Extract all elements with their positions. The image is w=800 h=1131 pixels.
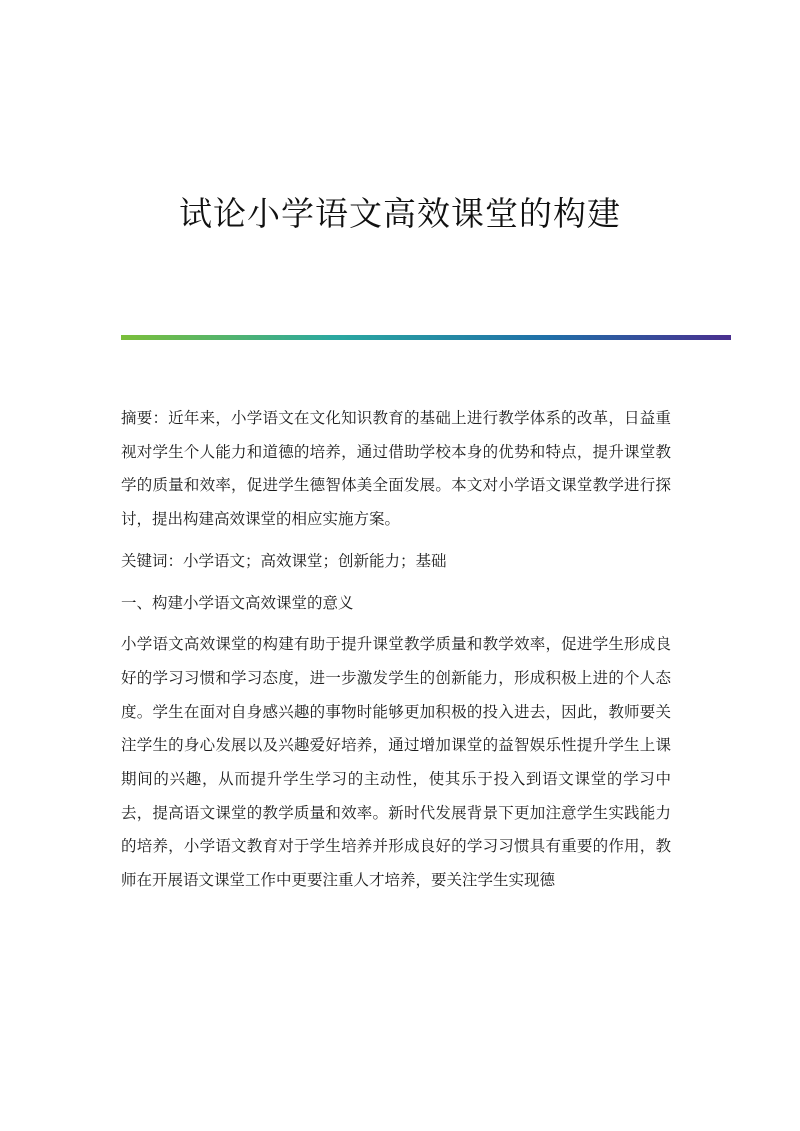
abstract-paragraph: 摘要：近年来，小学语文在文化知识教育的基础上进行教学体系的改革，日益重视对学生个人能力和道德的培养，通过借助学校本身的优势和特点，提升课堂教学的质量和效率，促进学生德智体美全面发展。本文对小学语文课堂教学进行探讨，提出构建高效课堂的相应实施方案。 <box>121 409 671 529</box>
document-body <box>121 402 671 906</box>
keywords-paragraph: 关键词：小学语文；高效课堂；创新能力；基础 <box>121 551 447 570</box>
document-title: 试论小学语文高效课堂的构建 <box>179 194 621 233</box>
section-heading: 一、构建小学语文高效课堂的意义 <box>121 593 354 612</box>
section-body-paragraph: 小学语文高效课堂的构建有助于提升课堂教学质量和教学效率，促进学生形成良好的学习习惯和学习态度，进一步激发学生的创新能力，形成积极上进的个人态度。学生在面对自身感兴趣的事物时能够更加积极的投入进去，因此，教师要关注学生的身心发展以及兴趣爱好培养，通过增加课堂的益智娱乐性提升学生上课期间的兴趣，从而提升学生学习的主动性，使其乐于投入到语文课堂的学习中去，提高语文课堂的教学质量和效率。新时代发展背景下更加注意学生实践能力的培养，小学语文教育对于学生培养并形成良好的学习习惯具有重要的作用，教师在开展语文课堂工作中更要注重人才培养，要关注学生实现德 <box>121 635 671 890</box>
title-divider <box>121 335 731 340</box>
